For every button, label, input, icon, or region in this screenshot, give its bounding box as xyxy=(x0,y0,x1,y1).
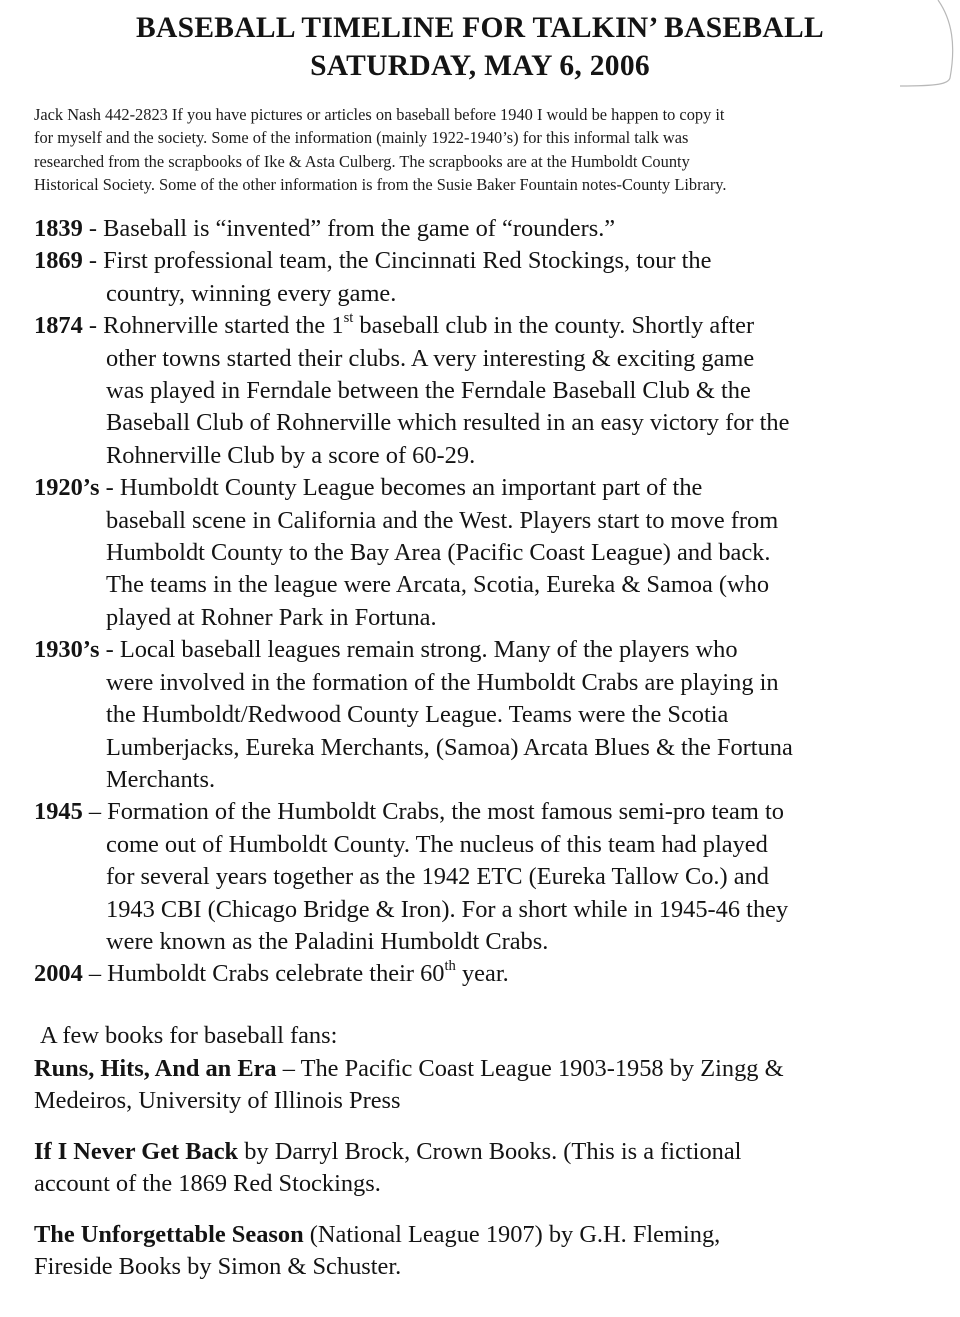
timeline-text: The teams in the league were Arcata, Scotia, Eureka & Samoa (who xyxy=(106,571,770,599)
book-details: – The Pacific Coast League 1903-1958 by Zingg & xyxy=(276,1055,784,1082)
timeline-text: Humboldt County to the Bay Area (Pacific Coast League) and back. xyxy=(106,539,771,567)
timeline-text: played at Rohner Park in Fortuna. xyxy=(106,603,437,631)
timeline-text: were involved in the formation of the Humboldt Crabs are playing in xyxy=(106,668,779,696)
timeline-text: – Formation of the Humboldt Crabs, the most famous semi-pro team to xyxy=(82,798,784,826)
timeline-text: was played in Ferndale between the Ferndale Baseball Club & the xyxy=(106,377,751,405)
timeline-year: 1874 xyxy=(34,312,83,340)
intro-line: Jack Nash 442-2823 If you have pictures or articles on baseball before 1940 I would be happen to copy it xyxy=(34,105,725,124)
books-heading: A few books for baseball fans: xyxy=(40,1022,338,1049)
book-title: The Unforgettable Season xyxy=(34,1221,304,1248)
timeline-entry-1874 xyxy=(34,310,934,472)
intro-line: Historical Society. Some of the other information is from the Susie Baker Fountain notes-County Library. xyxy=(34,175,727,195)
document-date: SATURDAY, MAY 6, 2006 xyxy=(310,50,650,82)
book-entry xyxy=(34,1136,741,1201)
timeline-text: Lumberjacks, Eureka Merchants, (Samoa) Arcata Blues & the Fortuna xyxy=(106,733,793,761)
intro-paragraph xyxy=(34,103,934,197)
timeline-entry-1869 xyxy=(34,245,934,310)
timeline-year: 1930’s xyxy=(34,636,100,664)
timeline-text: year. xyxy=(455,960,509,988)
timeline-text: Rohnerville Club by a score of 60-29. xyxy=(106,441,476,469)
timeline-text: were known as the Paladini Humboldt Crabs. xyxy=(106,927,549,955)
book-details: Medeiros, University of Illinois Press xyxy=(34,1087,401,1115)
timeline-year: 1945 xyxy=(34,798,83,826)
timeline-entry-1945 xyxy=(34,796,934,958)
timeline-entry-2004 xyxy=(34,958,934,990)
document-title: BASEBALL TIMELINE FOR TALKIN’ BASEBALL xyxy=(136,12,824,44)
timeline-year: 1869 xyxy=(34,247,83,275)
timeline-text: – Humboldt Crabs celebrate their 60 xyxy=(82,960,445,988)
timeline-text: - Local baseball leagues remain strong. Many of the players who xyxy=(99,636,738,664)
timeline-text: - Baseball is “invented” from the game of “rounders.” xyxy=(82,215,616,242)
timeline-year: 1839 xyxy=(34,215,83,242)
timeline-year: 1920’s xyxy=(34,474,100,502)
intro-line: researched from the scrapbooks of Ike & Asta Culberg. The scrapbooks are at the Humboldt County xyxy=(34,151,690,171)
book-title: If I Never Get Back xyxy=(34,1138,239,1165)
timeline-text: baseball scene in California and the West. Players start to move from xyxy=(106,506,779,534)
intro-line: for myself and the society. Some of the information (mainly 1922-1940’s) for this informal talk was xyxy=(34,128,689,148)
timeline-text: come out of Humboldt County. The nucleus of this team had played xyxy=(106,830,768,858)
timeline-text: other towns started their clubs. A very interesting & exciting game xyxy=(106,344,755,372)
book-details: account of the 1869 Red Stockings. xyxy=(34,1170,381,1198)
timeline-text: for several years together as the 1942 ETC (Eureka Tallow Co.) and xyxy=(106,863,769,891)
timeline-text: - First professional team, the Cincinnati Red Stockings, tour the xyxy=(82,247,712,275)
book-details: by Darryl Brock, Crown Books. (This is a fictional xyxy=(238,1138,742,1165)
timeline-text: 1943 CBI (Chicago Bridge & Iron). For a short while in 1945-46 they xyxy=(106,895,789,923)
timeline-text: Merchants. xyxy=(106,765,216,793)
ordinal-suffix: th xyxy=(444,958,456,975)
timeline-text: - Humboldt County League becomes an important part of the xyxy=(99,474,703,502)
book-entry xyxy=(34,1219,720,1284)
book-title: Runs, Hits, And an Era xyxy=(34,1055,277,1082)
timeline-year: 2004 xyxy=(34,960,83,988)
timeline-text: country, winning every game. xyxy=(106,279,397,307)
book-details: (National League 1907) by G.H. Fleming, xyxy=(303,1221,721,1248)
timeline-text: baseball club in the county. Shortly after xyxy=(353,312,755,340)
timeline-text: - Rohnerville started the 1 xyxy=(82,312,344,340)
timeline-text: the Humboldt/Redwood County League. Teams were the Scotia xyxy=(106,701,729,729)
timeline-entry-1930s xyxy=(34,634,934,796)
timeline-entry-1920s xyxy=(34,472,934,634)
timeline-list xyxy=(34,213,934,991)
timeline-entry-1839 xyxy=(34,213,934,245)
timeline-text: Baseball Club of Rohnerville which resulted in an easy victory for the xyxy=(106,409,790,437)
book-details: Fireside Books by Simon & Schuster. xyxy=(34,1253,402,1281)
book-entry xyxy=(34,1053,784,1118)
ordinal-suffix: st xyxy=(343,309,354,326)
